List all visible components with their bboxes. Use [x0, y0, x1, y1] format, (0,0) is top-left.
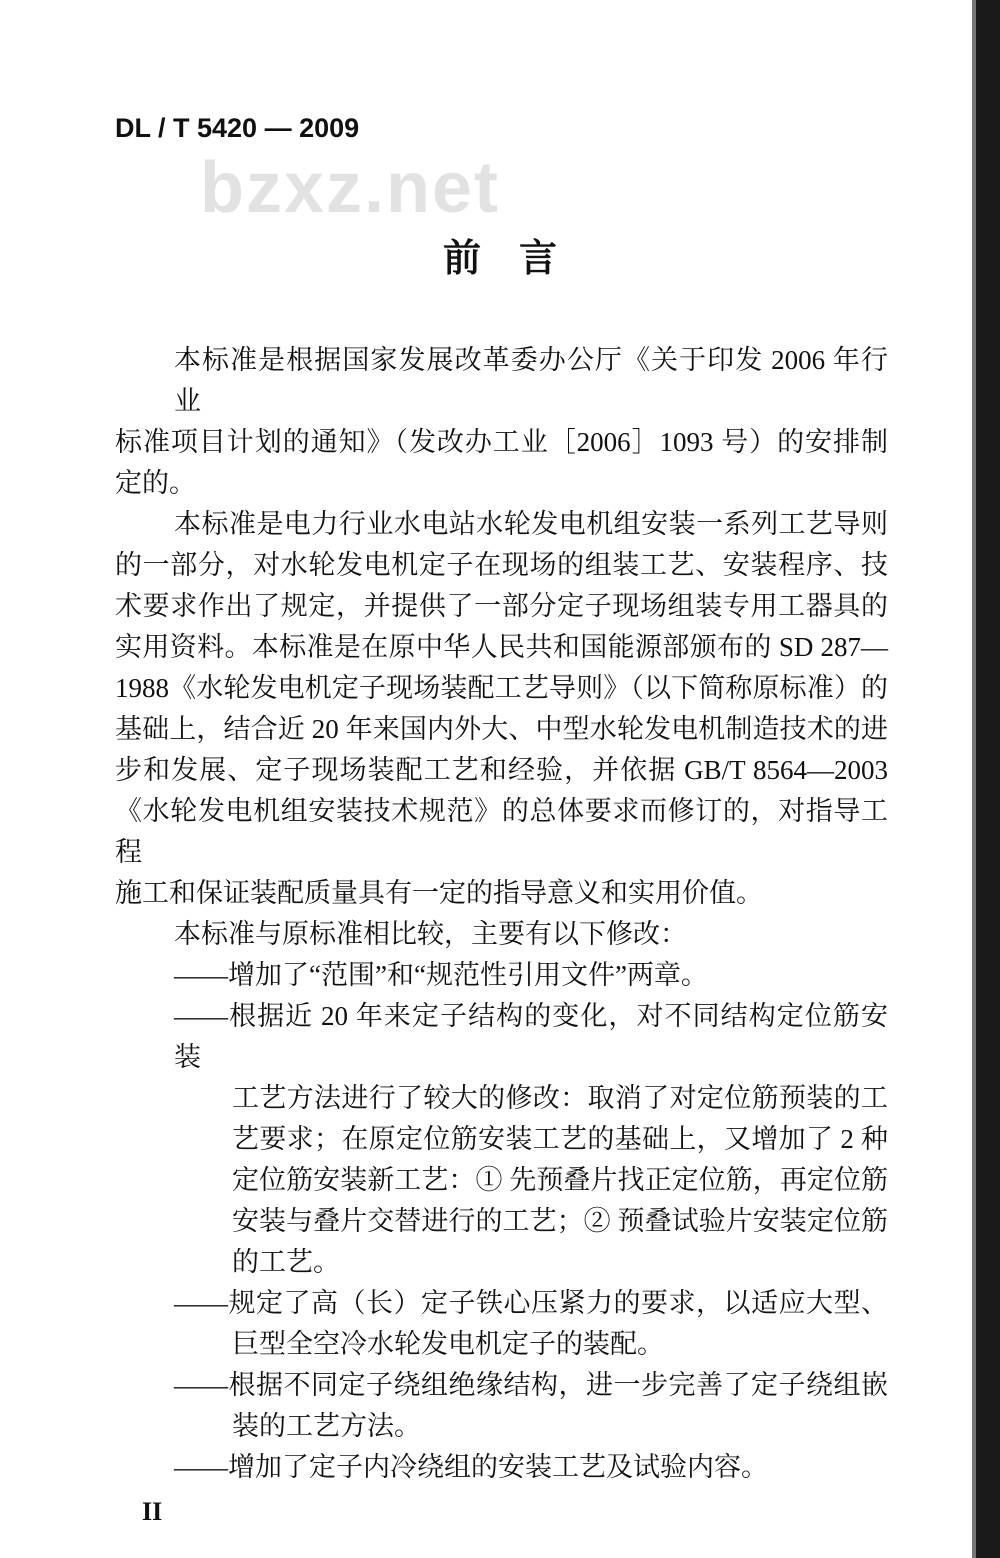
text-line: 安装与叠片交替进行的工艺；② 预叠试验片安装定位筋 [232, 1206, 888, 1236]
text-line: 施工和保证装配质量具有一定的指导意义和实用价值。 [115, 878, 763, 908]
text-line: 定位筋安装新工艺：① 先预叠片找正定位筋，再定位筋 [232, 1165, 888, 1195]
text-line: 1988《水轮发电机定子现场装配工艺导则》（以下简称原标准）的 [115, 673, 888, 703]
text-line: 术要求作出了规定，并提供了一部分定子现场组装专用工器具的 [115, 591, 888, 621]
text-line: 本标准是根据国家发展改革委办公厅《关于印发 2006 年行业 [174, 345, 888, 416]
text-line: ——根据不同定子绕组绝缘结构，进一步完善了定子绕组嵌 [174, 1370, 888, 1400]
text-line: ——增加了“范围”和“规范性引用文件”两章。 [174, 960, 708, 990]
watermark: bzxz.net [200, 148, 501, 228]
text-line: 的工艺。 [232, 1247, 340, 1277]
text-line: 标准项目计划的通知》（发改办工业［2006］1093 号）的安排制 [115, 427, 888, 457]
text-line: ——规定了高（长）定子铁心压紧力的要求，以适应大型、 [174, 1288, 888, 1318]
text-line: 巨型全空冷水轮发电机定子的装配。 [232, 1329, 664, 1359]
text-line: 《水轮发电机组安装技术规范》的总体要求而修订的，对指导工程 [115, 796, 888, 867]
text-line: 本标准与原标准相比较，主要有以下修改： [174, 919, 687, 949]
text-line: 基础上，结合近 20 年来国内外大、中型水轮发电机制造技术的进 [115, 714, 888, 744]
text-line: 艺要求；在原定位筋安装工艺的基础上，又增加了 2 种 [232, 1124, 888, 1154]
text-line: 实用资料。本标准是在原中华人民共和国能源部颁布的 SD 287— [115, 632, 888, 662]
body-text [115, 0, 888, 1488]
text-line: 本标准是电力行业水电站水轮发电机组安装一系列工艺导则 [174, 509, 888, 539]
text-line: ——增加了定子内冷绕组的安装工艺及试验内容。 [174, 1452, 768, 1482]
scan-edge [976, 0, 1000, 1558]
text-line: 工艺方法进行了较大的修改：取消了对定位筋预装的工 [232, 1083, 888, 1113]
text-line: 步和发展、定子现场装配工艺和经验，并依据 GB/T 8564—2003 [115, 755, 888, 785]
text-line: 装的工艺方法。 [232, 1411, 421, 1441]
standard-number: DL / T 5420 — 2009 [115, 113, 360, 143]
text-line: 的一部分，对水轮发电机定子在现场的组装工艺、安装程序、技 [115, 550, 888, 580]
text-line: 定的。 [115, 468, 196, 498]
page-title: 前 言 [442, 236, 557, 280]
text-line: ——根据近 20 年来定子结构的变化，对不同结构定位筋安装 [174, 1001, 888, 1072]
page-number: II [142, 1497, 163, 1526]
